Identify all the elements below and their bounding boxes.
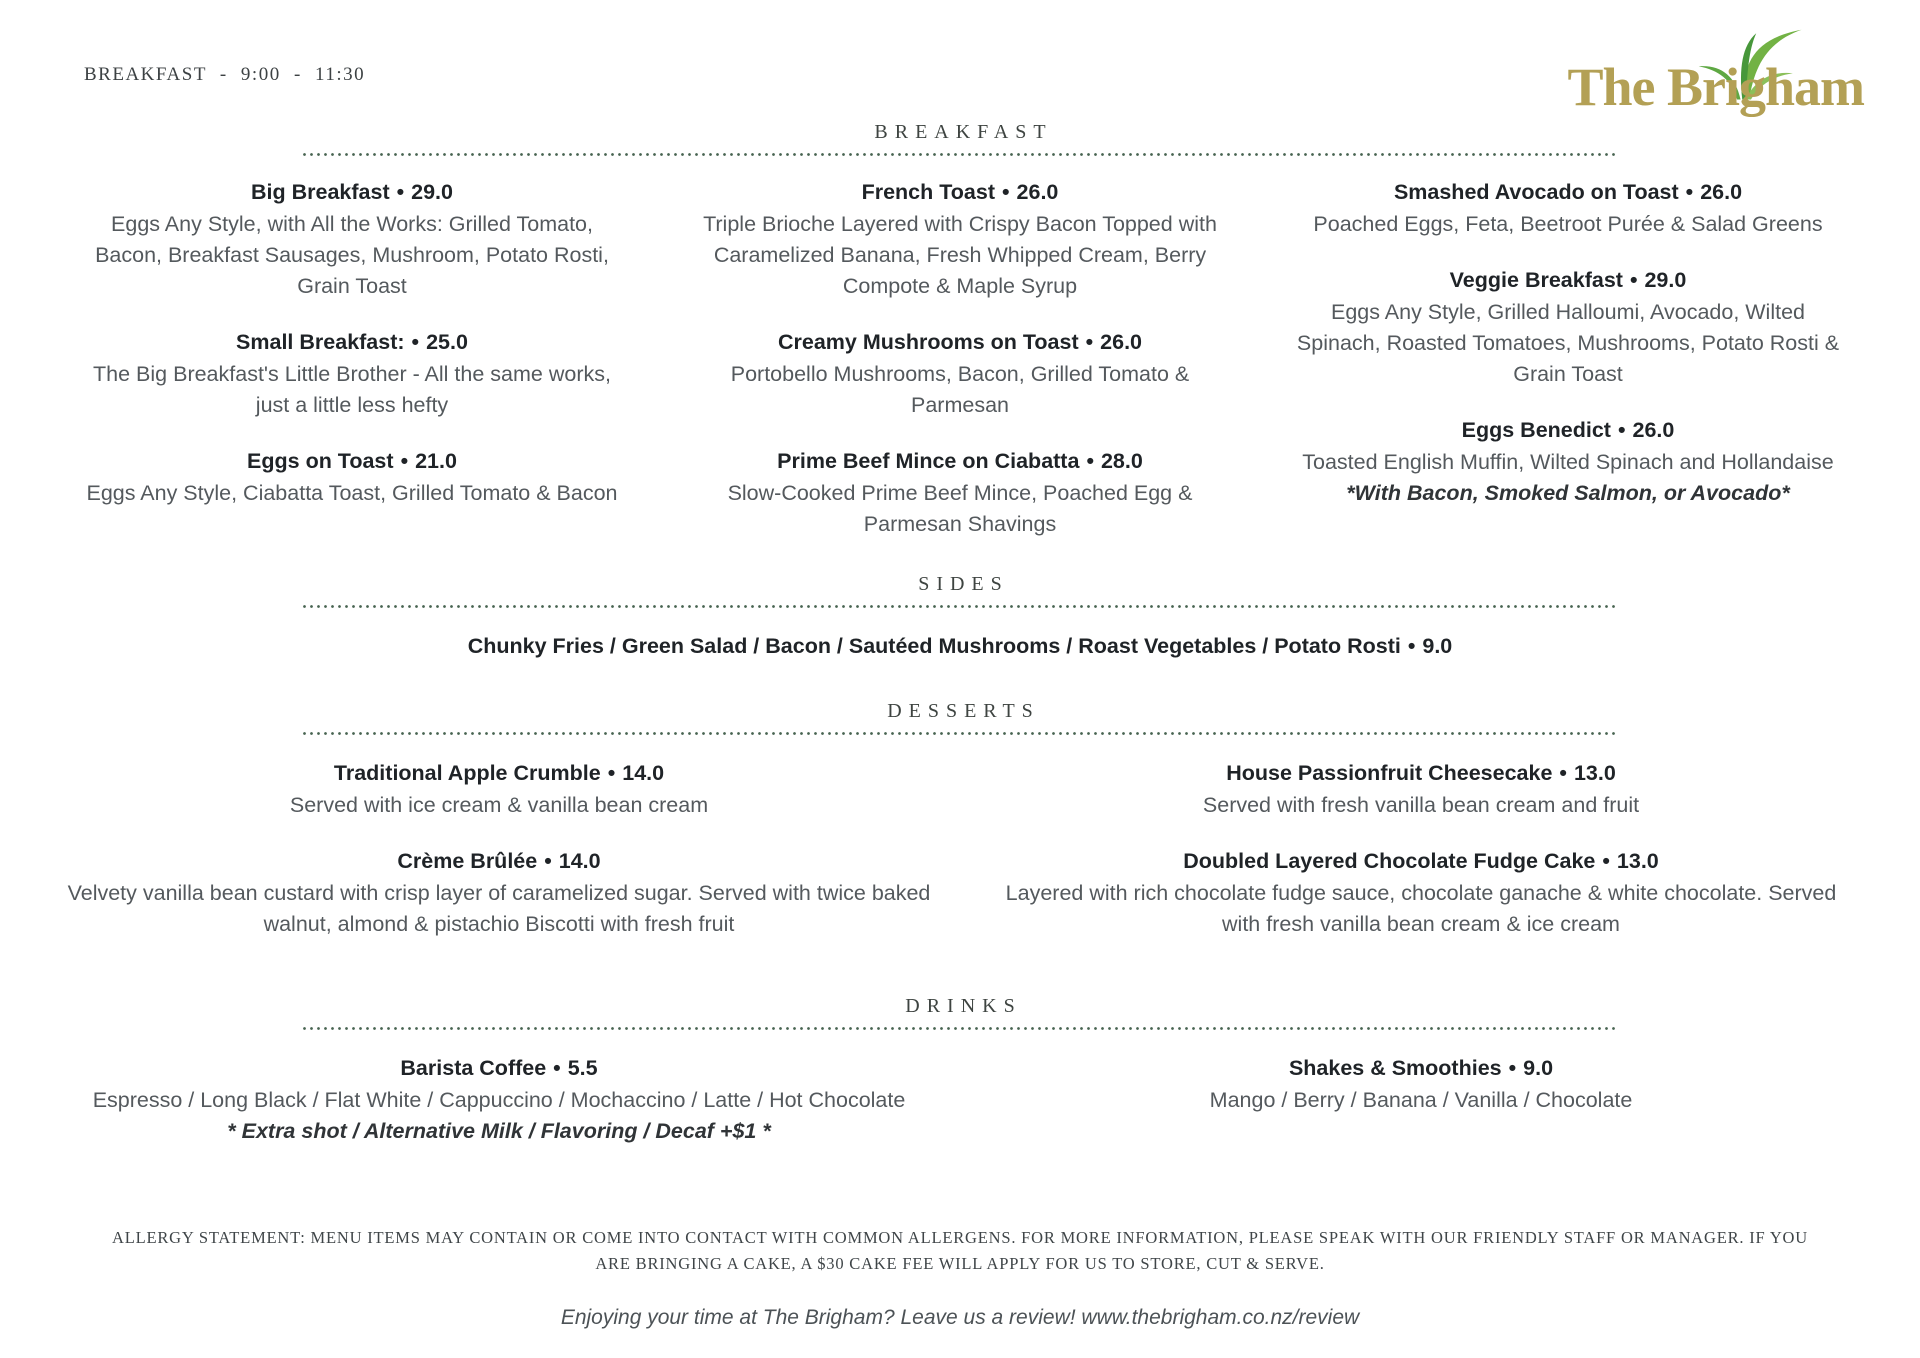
- menu-item-name: French Toast: [861, 180, 995, 204]
- dotted-divider: [303, 1027, 1618, 1030]
- menu-item-name: Chunky Fries / Green Salad / Bacon / Sautéed Mushrooms / Roast Vegetables / Potato Rosti: [467, 634, 1401, 658]
- menu-item: [674, 326, 1246, 421]
- menu-item-title: [674, 326, 1246, 359]
- price-separator: •: [1086, 449, 1094, 473]
- menu-item-name: Shakes & Smoothies: [1288, 1056, 1502, 1080]
- menu-item-name: Big Breakfast: [251, 180, 390, 204]
- price-separator: •: [1407, 634, 1416, 658]
- menu-item-price: 26.0: [1700, 180, 1743, 204]
- menu-item: [674, 176, 1246, 302]
- menu-item-title: [1282, 264, 1854, 297]
- breakfast-column-2: [674, 176, 1246, 564]
- menu-item-name: Veggie Breakfast: [1449, 268, 1623, 292]
- drinks-columns: [0, 1052, 1920, 1171]
- menu-item-note: *With Bacon, Smoked Salmon, or Avocado*: [1346, 481, 1790, 505]
- menu-item-name: Traditional Apple Crumble: [333, 761, 601, 785]
- price-separator: •: [1602, 849, 1610, 873]
- menu-item-description: Slow-Cooked Prime Beef Mince, Poached Egg & Parmesan Shavings: [727, 481, 1193, 536]
- sides-menu-line: [0, 630, 1920, 663]
- breakfast-column-1: [66, 176, 638, 564]
- menu-item-description: Triple Brioche Layered with Crispy Bacon Topped with Caramelized Banana, Fresh Whipped Cream, Berry Compote & Maple Syrup: [703, 212, 1217, 298]
- menu-item-name: Eggs on Toast: [247, 449, 394, 473]
- menu-item: [66, 445, 638, 509]
- menu-item-description: Served with fresh vanilla bean cream and fruit: [1202, 793, 1640, 817]
- menu-item: [988, 757, 1854, 821]
- menu-item-price: 14.0: [622, 761, 665, 785]
- menu-item-title: [66, 757, 932, 790]
- menu-item-name: Small Breakfast:: [236, 330, 405, 354]
- menu-item: [1282, 176, 1854, 240]
- menu-item-name: Doubled Layered Chocolate Fudge Cake: [1183, 849, 1596, 873]
- menu-item-title: [66, 445, 638, 478]
- menu-item-price: 21.0: [415, 449, 457, 473]
- section-title-desserts: DESSERTS: [887, 700, 1040, 722]
- menu-item-name: Prime Beef Mince on Ciabatta: [777, 449, 1080, 473]
- menu-item-description: Espresso / Long Black / Flat White / Cappuccino / Mochaccino / Latte / Hot Chocolate: [92, 1088, 906, 1112]
- menu-item-description: Mango / Berry / Banana / Vanilla / Chocolate: [1209, 1088, 1633, 1112]
- menu-item: [66, 1052, 932, 1147]
- price-separator: •: [1617, 418, 1626, 442]
- price-separator: •: [553, 1056, 561, 1080]
- menu-item-description: Eggs Any Style, Grilled Halloumi, Avocado, Wilted Spinach, Roasted Tomatoes, Mushrooms, Potato Rosti & Grain Toast: [1296, 300, 1840, 386]
- menu-item: [988, 845, 1854, 940]
- section-title-sides: SIDES: [918, 573, 1009, 595]
- price-separator: •: [1002, 180, 1010, 204]
- menu-item-title: [674, 445, 1246, 478]
- menu-item-price: 29.0: [1644, 268, 1687, 292]
- desserts-columns: [0, 757, 1920, 964]
- menu-item: [66, 176, 638, 302]
- menu-item-name: Creamy Mushrooms on Toast: [777, 330, 1079, 354]
- drinks-column-2: [988, 1052, 1854, 1171]
- price-separator: •: [400, 449, 409, 473]
- menu-item-description: Layered with rich chocolate fudge sauce, chocolate ganache & white chocolate. Served with fresh vanilla bean cream & ice cream: [1005, 881, 1837, 936]
- desserts-column-1: [66, 757, 932, 964]
- price-separator: •: [544, 849, 552, 873]
- breakfast-columns: [0, 176, 1920, 564]
- menu-item-title: [988, 757, 1854, 790]
- menu-item-title: [1282, 414, 1854, 447]
- menu-item: [1282, 414, 1854, 509]
- price-separator: •: [1559, 761, 1567, 785]
- section-sides: [0, 572, 1920, 663]
- menu-item: [988, 1052, 1854, 1116]
- menu-item-description: Served with ice cream & vanilla bean cream: [289, 793, 709, 817]
- menu-item-name: Smashed Avocado on Toast: [1393, 180, 1679, 204]
- menu-item-title: [988, 1052, 1854, 1085]
- menu-item-title: [988, 845, 1854, 878]
- review-invitation: Enjoying your time at The Brigham? Leave us a review! www.thebrigham.co.nz/review: [560, 1306, 1360, 1330]
- menu-item-title: [66, 845, 932, 878]
- menu-item-title: [66, 176, 638, 209]
- menu-item-price: 25.0: [426, 330, 468, 354]
- dotted-divider: [303, 153, 1618, 156]
- menu-item-price: 13.0: [1616, 849, 1659, 873]
- section-title-breakfast: BREAKFAST: [874, 121, 1053, 143]
- menu-item-price: 9.0: [1422, 634, 1453, 658]
- service-hours-label: BREAKFAST - 9:00 - 11:30: [84, 64, 366, 85]
- menu-item-name: House Passionfruit Cheesecake: [1226, 761, 1553, 785]
- menu-item-title: [674, 176, 1246, 209]
- menu-item-price: 28.0: [1100, 449, 1143, 473]
- menu-item-title: [1282, 176, 1854, 209]
- menu-item-description: Eggs Any Style, Ciabatta Toast, Grilled Tomato & Bacon: [86, 481, 618, 505]
- section-title-drinks: DRINKS: [905, 995, 1022, 1017]
- price-separator: •: [1629, 268, 1638, 292]
- menu-item-price: 26.0: [1016, 180, 1059, 204]
- dotted-divider: [303, 732, 1618, 735]
- price-separator: •: [396, 180, 405, 204]
- drinks-column-1: [66, 1052, 932, 1171]
- price-separator: •: [411, 330, 420, 354]
- menu-item-price: 26.0: [1632, 418, 1675, 442]
- desserts-column-2: [988, 757, 1854, 964]
- brand-logo: [1567, 34, 1864, 117]
- menu-item: [66, 845, 932, 940]
- top-header: [0, 0, 1920, 120]
- menu-item-price: 5.5: [567, 1056, 598, 1080]
- menu-item: [66, 757, 932, 821]
- menu-item-description: Velvety vanilla bean custard with crisp layer of caramelized sugar. Served with twice baked walnut, almond & pistachio Biscotti with fresh fruit: [67, 881, 931, 936]
- price-separator: •: [1508, 1056, 1517, 1080]
- menu-item-description: Eggs Any Style, with All the Works: Grilled Tomato, Bacon, Breakfast Sausages, Mushroom, Potato Rosti, Grain Toast: [95, 212, 609, 298]
- menu-item-description: The Big Breakfast's Little Brother - All the same works, just a little less hefty: [93, 362, 611, 417]
- menu-item-price: 29.0: [411, 180, 453, 204]
- breakfast-column-3: [1282, 176, 1854, 564]
- price-separator: •: [1085, 330, 1094, 354]
- menu-item-price: 14.0: [558, 849, 601, 873]
- menu-item-price: 9.0: [1523, 1056, 1554, 1080]
- menu-item: [66, 326, 638, 421]
- menu-item: [1282, 264, 1854, 390]
- section-drinks: [0, 994, 1920, 1171]
- section-desserts: [0, 699, 1920, 964]
- menu-item-name: Crème Brûlée: [397, 849, 538, 873]
- menu-item-name: Eggs Benedict: [1461, 418, 1611, 442]
- section-breakfast: [0, 120, 1920, 564]
- menu-item-title: [66, 1052, 932, 1085]
- menu-item-name: Barista Coffee: [400, 1056, 547, 1080]
- allergy-statement: ALLERGY STATEMENT: MENU ITEMS MAY CONTAIN OR COME INTO CONTACT WITH COMMON ALLERGENS. FOR MORE INFORMATION, PLEASE SPEAK WITH OUR FRIENDLY STAFF OR MANAGER. IF YOU ARE BRINGING A CAKE, A $30 CAKE FEE WILL APPLY FOR US TO STORE, CUT & SERVE.: [111, 1228, 1808, 1273]
- menu-item: [674, 445, 1246, 540]
- menu-item-description: Portobello Mushrooms, Bacon, Grilled Tomato & Parmesan: [730, 362, 1190, 417]
- logo-wordmark: The Brigham: [1567, 57, 1864, 117]
- menu-item-description: Toasted English Muffin, Wilted Spinach and Hollandaise: [1302, 450, 1834, 474]
- menu-item-note: * Extra shot / Alternative Milk / Flavoring / Decaf +$1 *: [227, 1119, 771, 1143]
- menu-item-title: [66, 326, 638, 359]
- dotted-divider: [303, 605, 1618, 608]
- menu-item-price: 26.0: [1100, 330, 1143, 354]
- menu-item-price: 13.0: [1573, 761, 1616, 785]
- price-separator: •: [1685, 180, 1694, 204]
- menu-item-description: Poached Eggs, Feta, Beetroot Purée & Salad Greens: [1313, 212, 1823, 236]
- price-separator: •: [607, 761, 616, 785]
